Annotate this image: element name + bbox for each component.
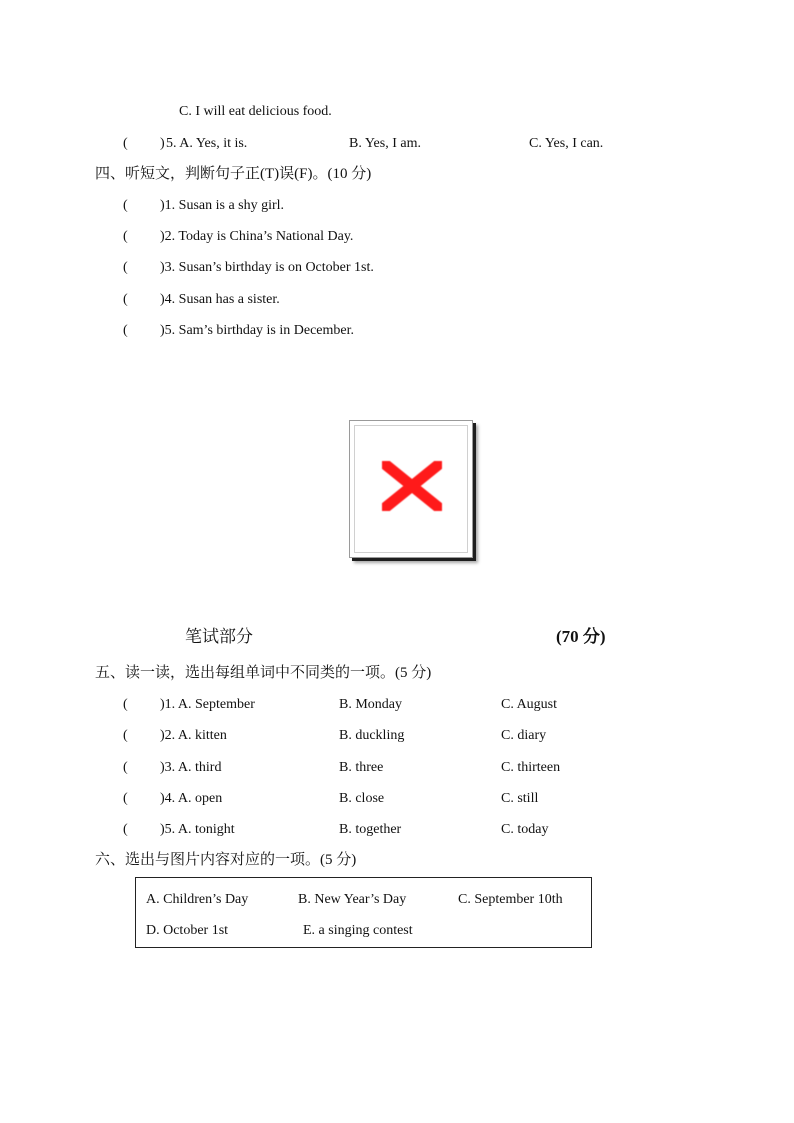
list-item: )1. Susan is a shy girl. (160, 198, 285, 213)
option-d: D. October 1st (146, 923, 229, 938)
answer-paren-open: ( (123, 697, 128, 712)
q4-option-c: C. I will eat delicious food. (179, 104, 332, 119)
written-part-title: 笔试部分 (185, 627, 253, 646)
answer-paren-open: ( (123, 198, 128, 213)
section4-heading: 四、听短文，判断句子正(T)误(F)。(10 分) (95, 166, 372, 182)
option-b: B. duckling (339, 728, 405, 743)
answer-paren-close: ) (160, 136, 165, 151)
answer-paren-open: ( (123, 728, 128, 743)
answer-paren-open: ( (123, 136, 128, 151)
option-e: E. a singing contest (303, 923, 413, 938)
option-c: C. August (501, 697, 558, 712)
option-b: B. three (339, 760, 384, 775)
option-c: C. thirteen (501, 760, 561, 775)
answer-paren-open: ( (123, 791, 128, 806)
option-a: )2. A. kitten (160, 728, 227, 743)
list-item: )5. Sam’s birthday is in December. (160, 323, 355, 338)
broken-image-placeholder (349, 420, 473, 558)
section6-heading: 六、选出与图片内容对应的一项。(5 分) (95, 852, 357, 868)
option-b: B. close (339, 791, 385, 806)
list-item: )3. Susan’s birthday is on October 1st. (160, 260, 374, 275)
list-item: )2. Today is China’s National Day. (160, 229, 354, 244)
list-item: )4. Susan has a sister. (160, 292, 280, 307)
answer-paren-open: ( (123, 323, 128, 338)
option-a: A. Children’s Day (146, 892, 249, 907)
answer-paren-open: ( (123, 822, 128, 837)
option-c: C. September 10th (458, 892, 563, 907)
option-c: C. today (501, 822, 549, 837)
option-a: )4. A. open (160, 791, 223, 806)
answer-paren-open: ( (123, 260, 128, 275)
option-a: )1. A. September (160, 697, 255, 712)
option-b: B. together (339, 822, 402, 837)
section5-heading: 五、读一读，选出每组单词中不同类的一项。(5 分) (95, 665, 432, 681)
answer-paren-open: ( (123, 229, 128, 244)
answer-paren-open: ( (123, 760, 128, 775)
option-c: C. still (501, 791, 539, 806)
q5-option-b: B. Yes, I am. (349, 136, 421, 151)
broken-image-icon (382, 461, 442, 511)
written-part-score: (70 分) (556, 627, 606, 646)
option-b: B. New Year’s Day (298, 892, 407, 907)
option-b: B. Monday (339, 697, 402, 712)
option-c: C. diary (501, 728, 547, 743)
q5-option-c: C. Yes, I can. (529, 136, 604, 151)
option-a: )5. A. tonight (160, 822, 235, 837)
q5-option-a: 5. A. Yes, it is. (166, 136, 248, 151)
option-a: )3. A. third (160, 760, 222, 775)
answer-paren-open: ( (123, 292, 128, 307)
